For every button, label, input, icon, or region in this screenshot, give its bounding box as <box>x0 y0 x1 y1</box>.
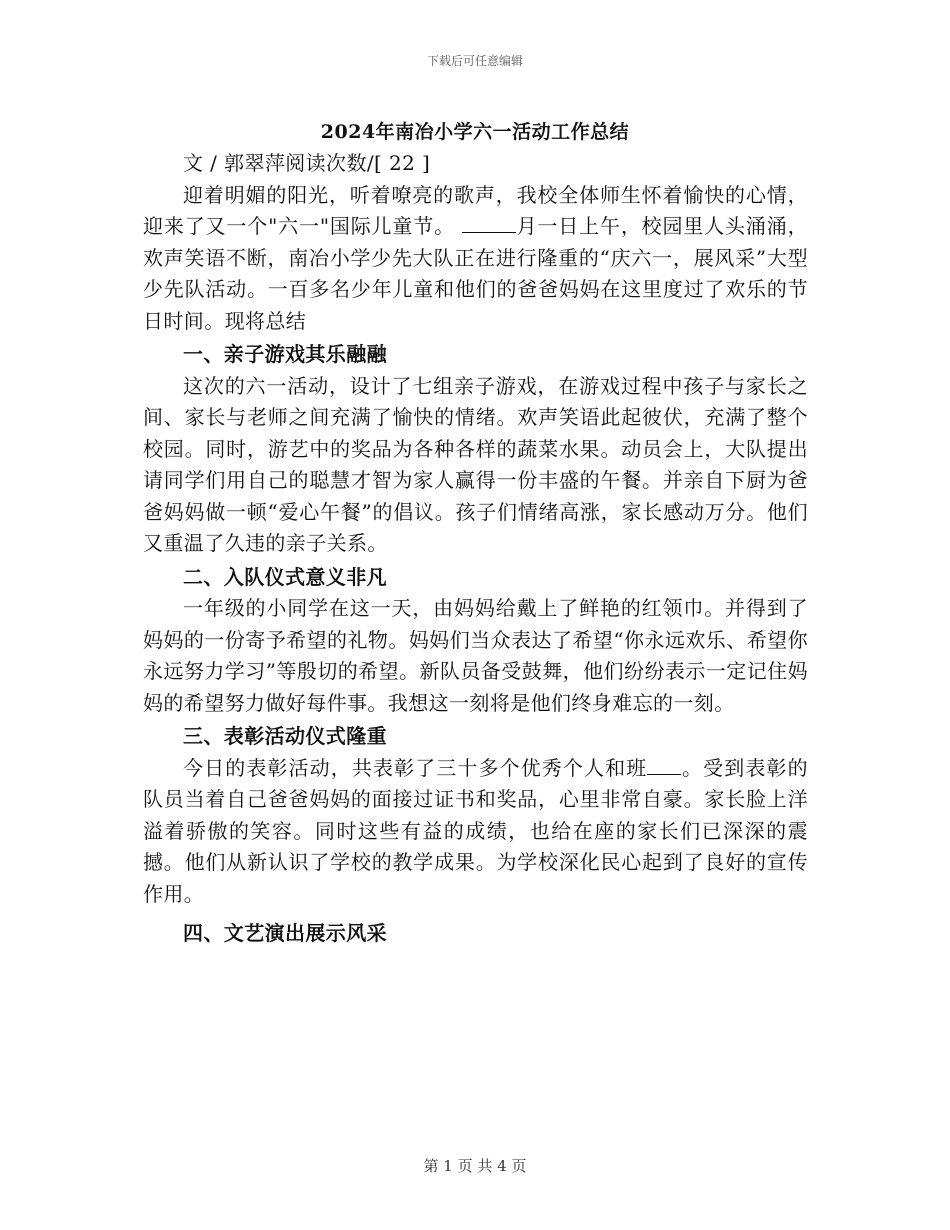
intro-text-2: 月一日上午，校园里人头涌涌，欢声笑语不断，南冶小学少先大队正在进行隆重的“庆六一，展风采”大型少先队活动。一百多名少年儿童和他们的爸爸妈妈在这里度过了欢乐的节日时间。现将总结 <box>143 214 808 333</box>
byline: 文 / 郭翠萍阅读次数/[ 22 ] <box>183 151 431 175</box>
section-paragraph: 这次的六一活动，设计了七组亲子游戏，在游戏过程中孩子与家长之间、家长与老师之间充满了愉快的情绪。欢声笑语此起彼伏，充满了整个校园。同时，游艺中的奖品为各种各样的蔬菜水果。动员会上，大队提出请同学们用自己的聪慧才智为家人赢得一份丰盛的午餐。并亲自下厨为爸爸妈妈做一顿“爱心午餐”的倡议。孩子们情绪高涨，家长感动万分。他们又重温了久违的亲子关系。 <box>143 373 808 555</box>
document-body <box>143 148 808 950</box>
section-heading: 二、入队仪式意义非凡 <box>183 564 387 589</box>
page-number: 第 1 页 共 4 页 <box>423 1157 527 1175</box>
section-paragraph <box>143 753 808 911</box>
section-text-1: 今日的表彰活动，共表彰了三十多个优秀个人和班 <box>183 755 648 780</box>
section-text-2: 。受到表彰的队员当着自己爸爸妈妈的面接过证书和奖品，心里非常自豪。家长脸上洋溢着骄傲的笑容。同时这些有益的成绩，也给在座的家长们已深深的震撼。他们从新认识了学校的教学成果。为学校深化民心起到了良好的宣传作用。 <box>143 755 808 906</box>
section-heading: 四、文艺演出展示风采 <box>183 921 387 945</box>
section-heading: 一、亲子游戏其乐融融 <box>183 342 387 366</box>
page-header: 下载后可任意编辑 <box>426 54 523 68</box>
fill-in-blank <box>647 754 681 775</box>
fill-in-blank <box>462 212 516 233</box>
document-title: 2024年南冶小学六一活动工作总结 <box>320 121 630 143</box>
intro-text-1: 迎着明媚的阳光，听着嘹亮的歌声，我校全体师生怀着愉快的心情，迎来了又一个"六一"国际儿童节。 <box>143 182 808 238</box>
section-heading: 三、表彰活动仪式隆重 <box>183 724 387 748</box>
section-paragraph: 一年级的小同学在这一天，由妈妈给戴上了鲜艳的红领巾。并得到了妈妈的一份寄予希望的礼物。妈妈们当众表达了希望“你永远欢乐、希望你永远努力学习”等殷切的希望。新队员备受鼓舞，他们纷纷表示一定记住妈妈的希望努力做好每件事。我想这一刻将是他们终身难忘的一刻。 <box>143 596 808 715</box>
intro-paragraph <box>143 180 808 338</box>
